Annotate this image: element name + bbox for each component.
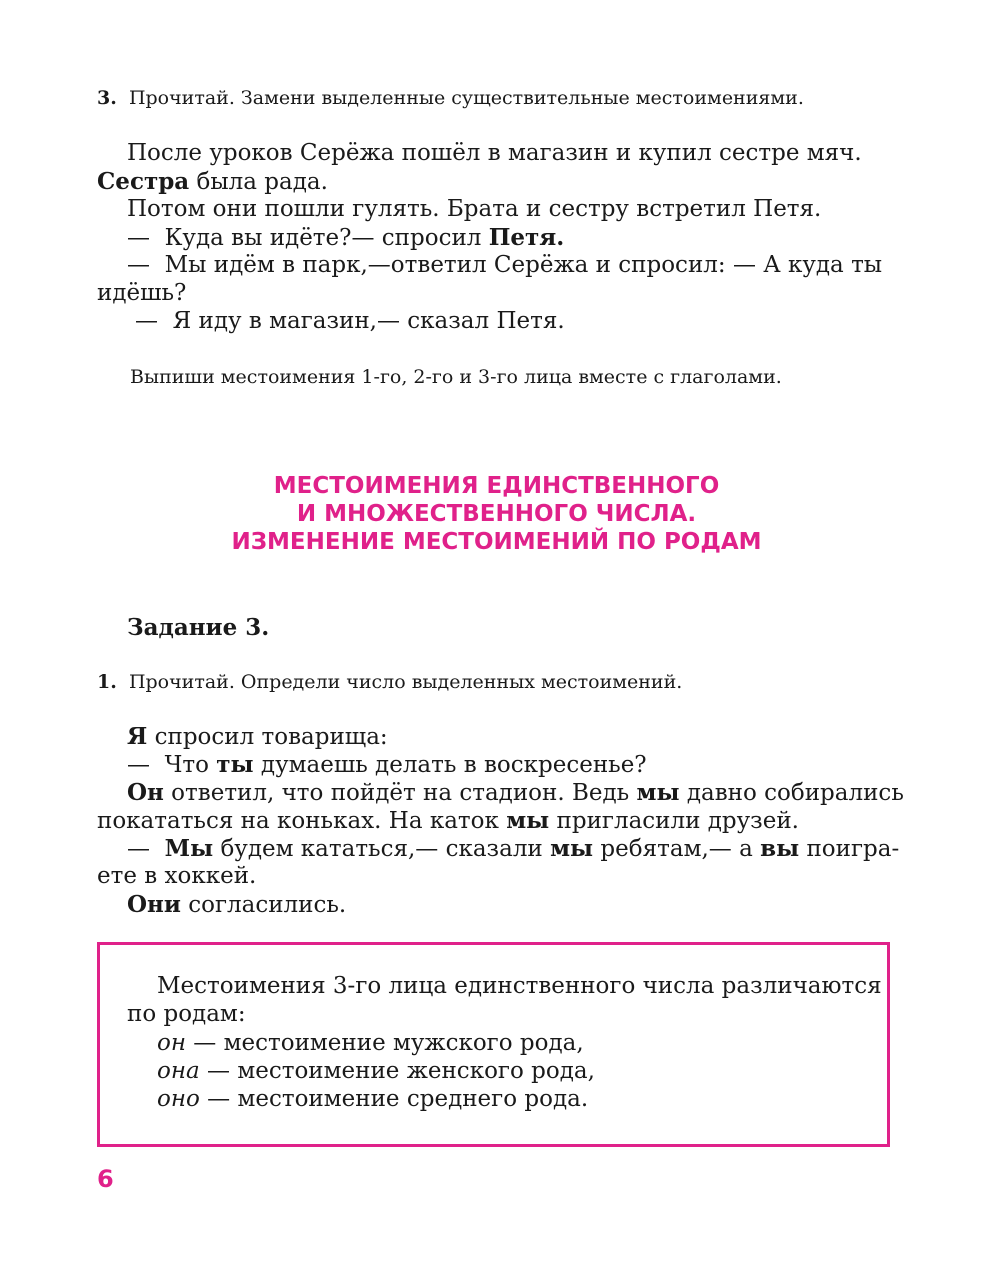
section-heading: [0, 472, 993, 556]
paragraph: [97, 807, 799, 834]
exercise-note: Выпиши местоимения 1-го, 2-го и 3-го лица вместе с глаголами.: [130, 366, 782, 388]
text: пригласили друзей.: [549, 808, 799, 834]
exercise-number: 1.: [97, 671, 117, 693]
paragraph: Потом они пошли гулять. Брата и сестру встретил Петя.: [127, 196, 822, 222]
text: — Куда вы идёте?— спросил: [127, 225, 489, 251]
text: покататься на коньках. На каток: [97, 808, 507, 834]
highlighted-pronoun: Я: [127, 723, 148, 750]
text: будем кататься,— сказали: [213, 836, 551, 862]
text: —: [127, 836, 165, 862]
dialogue-line: — Мы идём в парк,—ответил Серёжа и спросил: — А куда ты: [127, 252, 883, 278]
instruction-text: Прочитай. Замени выделенные существительные местоимениями.: [128, 87, 804, 109]
heading-line: МЕСТОИМЕНИЯ ЕДИНСТВЕННОГО: [273, 473, 720, 499]
highlighted-noun: Петя.: [488, 224, 565, 251]
text: — местоимение женского рода,: [199, 1058, 595, 1084]
exercise-3-instruction: [97, 87, 804, 109]
text: ответил, что пойдёт на стадион. Ведь: [163, 780, 637, 806]
heading-line: ИЗМЕНЕНИЕ МЕСТОИМЕНИЙ ПО РОДАМ: [231, 529, 762, 555]
rule-example: [157, 1086, 588, 1112]
highlighted-noun: Сестра: [97, 168, 190, 195]
highlighted-pronoun: ты: [216, 751, 254, 778]
highlighted-pronoun: вы: [760, 835, 800, 862]
dialogue-line-continuation: идёшь?: [97, 280, 187, 306]
rule-text: по родам:: [127, 1001, 246, 1027]
rule-text: Местоимения 3-го лица единственного числа различаются: [157, 973, 882, 999]
paragraph: После уроков Серёжа пошёл в магазин и купил сестре мяч.: [127, 140, 862, 166]
paragraph: [127, 723, 388, 750]
pronoun-example: оно: [157, 1086, 200, 1112]
highlighted-pronoun: Они: [127, 891, 181, 918]
dialogue-line: [127, 835, 899, 862]
paragraph: ете в хоккей.: [97, 863, 257, 889]
highlighted-pronoun: мы: [550, 835, 594, 862]
paragraph: [127, 779, 904, 806]
text: была рада.: [189, 169, 328, 195]
text: спросил товарища:: [147, 724, 388, 750]
pronoun-example: она: [157, 1058, 200, 1084]
text: думаешь делать в воскресенье?: [253, 752, 647, 778]
exercise-1-instruction: [97, 671, 682, 693]
pronoun-example: он: [157, 1030, 186, 1056]
text: согласились.: [180, 892, 347, 918]
heading-line: И МНОЖЕСТВЕННОГО ЧИСЛА.: [296, 501, 697, 527]
highlighted-pronoun: Он: [127, 779, 164, 806]
dialogue-line: [127, 751, 647, 778]
highlighted-pronoun: мы: [636, 779, 680, 806]
dialogue-line: [127, 224, 564, 251]
text: ребятам,— а: [593, 836, 761, 862]
paragraph: [97, 168, 328, 195]
text: — Что: [127, 752, 217, 778]
instruction-text: Прочитай. Определи число выделенных местоимений.: [128, 671, 683, 693]
dialogue-line: — Я иду в магазин,— сказал Петя.: [135, 308, 565, 334]
rule-example: [157, 1058, 595, 1084]
paragraph: [127, 891, 346, 918]
text: — местоимение мужского рода,: [186, 1030, 584, 1056]
text: поигра-: [799, 836, 900, 862]
assignment-title: Задание 3.: [127, 614, 270, 641]
rule-example: [157, 1030, 584, 1056]
text: — местоимение среднего рода.: [199, 1086, 589, 1112]
exercise-number: 3.: [97, 87, 117, 109]
page-number: 6: [97, 1165, 114, 1193]
highlighted-pronoun: мы: [506, 807, 550, 834]
text: давно собирались: [679, 780, 904, 806]
highlighted-pronoun: Мы: [164, 835, 214, 862]
